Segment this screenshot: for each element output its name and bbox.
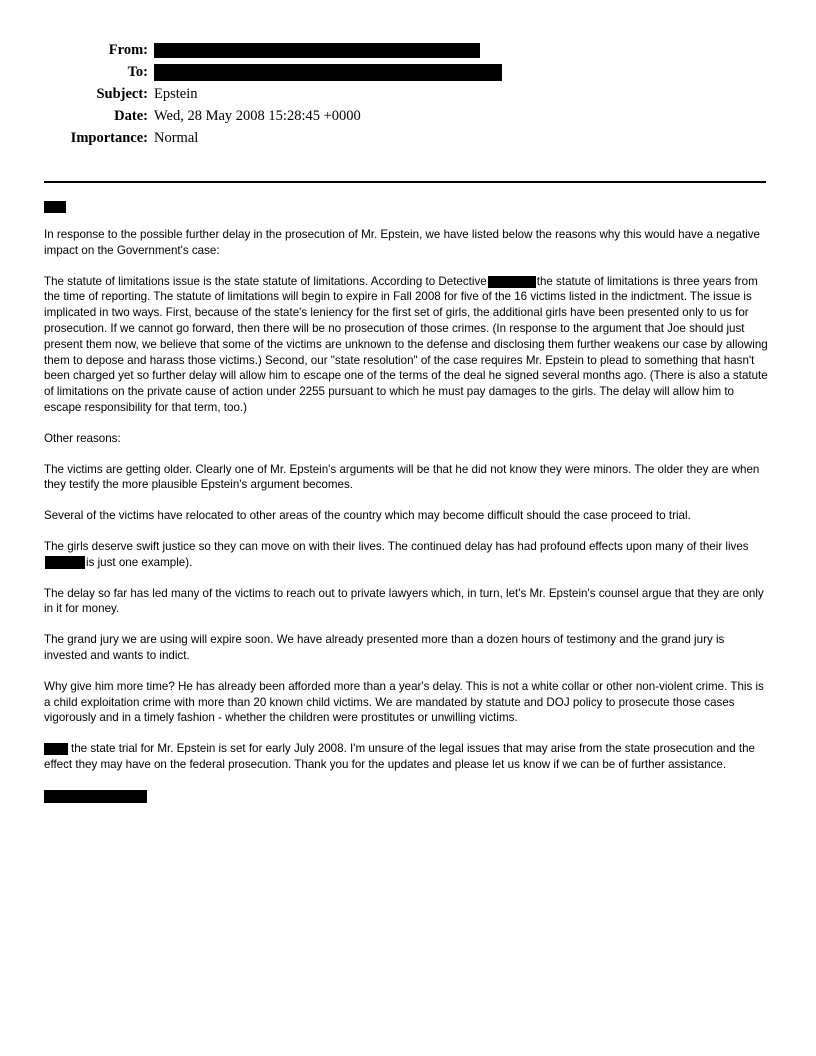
header-value-to bbox=[154, 64, 502, 81]
redaction-bar-to bbox=[154, 64, 502, 81]
body-paragraph-8: The grand jury we are using will expire soon. We have already presented more than a dozen hours of testimony and the grand jury is invested and wants to indict. bbox=[44, 633, 725, 662]
body-paragraph-6 bbox=[44, 539, 770, 571]
header-label-to: To: bbox=[127, 64, 148, 80]
header-value-subject: Epstein bbox=[154, 86, 198, 102]
redaction-bar-paragraph-10-start bbox=[44, 743, 68, 755]
body-paragraph-9: Why give him more time? He has already been afforded more than a year's delay. This is not a white collar or other non-violent crime. This is a child exploitation crime with more than 20 known child victims. We are mandated by statute and DOJ policy to prosecute those cases vigorously and in a timely fashion - whether the children were prostitutes or unwilling victims. bbox=[44, 679, 764, 725]
salutation-redaction-line bbox=[44, 199, 770, 213]
email-header bbox=[44, 42, 772, 152]
header-row-to bbox=[44, 64, 772, 83]
header-row-subject bbox=[44, 86, 772, 105]
body-paragraph-1: In response to the possible further delay in the prosecution of Mr. Epstein, we have listed below the reasons why this would have a negative impact on the Government's case: bbox=[44, 228, 761, 257]
header-label-subject: Subject: bbox=[96, 86, 148, 102]
header-body-divider bbox=[44, 181, 766, 183]
body-paragraph-2-part-2: the statute of limitations is three years from the time of reporting. The statute of limitations will begin to expire in Fall 2008 for five of the 16 victims listed in the indictment. The issue is implicated in two ways. First, because of the state's leniency for the first set of girls, the additional girls have been presented only to us for prosecution. If we cannot go forward, then there will be no prosecution of those crimes. (In response to the argument that Joe should just present them now, we believe that some of the victims are unknown to the defense and disclosing them further weakens our case by allowing them to depose and harass those victims.) Second, our "state resolution" of the case requires Mr. Epstein to plead to something that hasn't been charged yet so further delay will allow him to escape one of the terms of the deal he signed several months ago. (There is also a statute of limitations on the private cause of action under 2255 pursuant to which he must pay damages to the girls. The delay will allow him to escape responsibility for that term, too.) bbox=[44, 274, 768, 414]
body-paragraph-10-text: the state trial for Mr. Epstein is set for early July 2008. I'm unsure of the legal issues that may arise from the state prosecution and the effect they may have on the federal prosecution. Thank you for the updates and please let us know if we can be of further assistance. bbox=[44, 742, 756, 771]
redaction-bar-from bbox=[154, 43, 480, 58]
header-row-from bbox=[44, 42, 772, 61]
redaction-bar-victim-name bbox=[45, 556, 85, 569]
header-row-importance bbox=[44, 130, 772, 149]
header-value-from bbox=[154, 42, 480, 59]
body-paragraph-6-part-1: The girls deserve swift justice so they can move on with their lives. The continued delay has had profound effects upon many of their lives bbox=[44, 539, 749, 553]
header-value-date: Wed, 28 May 2008 15:28:45 +0000 bbox=[154, 108, 361, 124]
header-row-date bbox=[44, 108, 772, 127]
body-paragraph-2-part-1: The statute of limitations issue is the state statute of limitations. According to Detective bbox=[44, 274, 487, 288]
body-paragraph-6-part-2: is just one example). bbox=[86, 555, 193, 569]
redaction-bar-signature bbox=[44, 790, 147, 803]
body-paragraph-3: Other reasons: bbox=[44, 431, 121, 445]
body-paragraph-2 bbox=[44, 274, 770, 416]
header-label-from: From: bbox=[108, 42, 148, 58]
header-value-importance: Normal bbox=[154, 130, 199, 146]
body-paragraph-5: Several of the victims have relocated to other areas of the country which may become difficult should the case proceed to trial. bbox=[44, 509, 691, 523]
body-paragraph-4: The victims are getting older. Clearly one of Mr. Epstein's arguments will be that he did not know they were minors. The older they are when they testify the more plausible Epstein's argument becomes. bbox=[44, 462, 760, 492]
header-label-date: Date: bbox=[114, 108, 148, 124]
redaction-bar-detective-name bbox=[488, 276, 536, 288]
body-paragraph-10 bbox=[44, 741, 770, 773]
header-label-importance: Importance: bbox=[70, 130, 148, 146]
body-paragraph-7: The delay so far has led many of the victims to reach out to private lawyers which, in turn, let's Mr. Epstein's counsel argue that they are only in it for money. bbox=[44, 586, 764, 616]
email-body bbox=[44, 199, 770, 803]
redaction-bar-salutation bbox=[44, 201, 66, 213]
